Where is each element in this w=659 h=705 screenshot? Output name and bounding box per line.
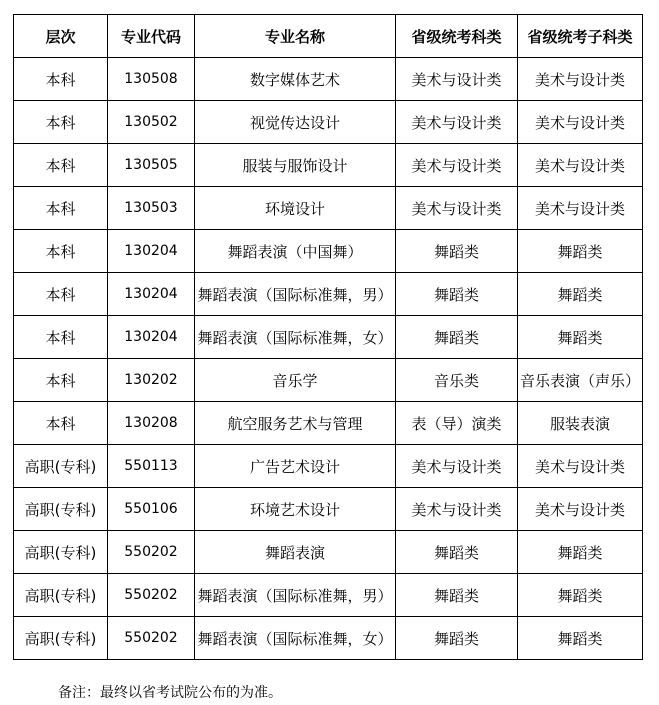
cell-provincial-subcategory: 美术与设计类: [518, 101, 643, 144]
cell-name: 环境设计: [195, 187, 396, 230]
cell-level: 高职(专科): [14, 445, 108, 488]
cell-provincial-category: 美术与设计类: [396, 58, 518, 101]
cell-code: 130204: [108, 316, 195, 359]
cell-provincial-category: 美术与设计类: [396, 488, 518, 531]
table-row: [14, 144, 643, 187]
cell-provincial-subcategory: 舞蹈类: [518, 316, 643, 359]
cell-name: 服装与服饰设计: [195, 144, 396, 187]
cell-code: 550106: [108, 488, 195, 531]
cell-provincial-category: 美术与设计类: [396, 187, 518, 230]
cell-name: 广告艺术设计: [195, 445, 396, 488]
cell-level: 本科: [14, 359, 108, 402]
cell-name: 舞蹈表演（国际标准舞，女）: [195, 316, 396, 359]
cell-provincial-category: 舞蹈类: [396, 273, 518, 316]
cell-provincial-subcategory: 服装表演: [518, 402, 643, 445]
cell-provincial-category: 表（导）演类: [396, 402, 518, 445]
cell-provincial-category: 美术与设计类: [396, 445, 518, 488]
table-header: [14, 15, 643, 58]
cell-level: 高职(专科): [14, 488, 108, 531]
header-provincial-category: 省级统考科类: [396, 15, 518, 58]
cell-provincial-subcategory: 舞蹈类: [518, 230, 643, 273]
cell-code: 550202: [108, 617, 195, 660]
cell-provincial-subcategory: 舞蹈类: [518, 531, 643, 574]
cell-level: 本科: [14, 101, 108, 144]
cell-code: 550113: [108, 445, 195, 488]
table-row: [14, 574, 643, 617]
cell-code: 130505: [108, 144, 195, 187]
header-level: 层次: [14, 15, 108, 58]
header-code: 专业代码: [108, 15, 195, 58]
cell-code: 550202: [108, 531, 195, 574]
table-row: [14, 316, 643, 359]
table-row: [14, 531, 643, 574]
cell-level: 本科: [14, 230, 108, 273]
cell-provincial-category: 舞蹈类: [396, 531, 518, 574]
cell-level: 高职(专科): [14, 574, 108, 617]
cell-name: 舞蹈表演（中国舞）: [195, 230, 396, 273]
table-body: [14, 58, 643, 660]
cell-name: 舞蹈表演: [195, 531, 396, 574]
cell-provincial-category: 舞蹈类: [396, 316, 518, 359]
cell-code: 130204: [108, 273, 195, 316]
cell-provincial-subcategory: 美术与设计类: [518, 445, 643, 488]
cell-code: 130204: [108, 230, 195, 273]
cell-provincial-subcategory: 舞蹈类: [518, 574, 643, 617]
cell-provincial-category: 舞蹈类: [396, 574, 518, 617]
cell-provincial-category: 美术与设计类: [396, 144, 518, 187]
header-provincial-subcategory: 省级统考子科类: [518, 15, 643, 58]
table-row: [14, 230, 643, 273]
footnote: 备注：最终以省考试院公布的为准。: [58, 685, 282, 701]
cell-provincial-subcategory: 舞蹈类: [518, 273, 643, 316]
table-row: [14, 58, 643, 101]
cell-name: 舞蹈表演（国际标准舞，女）: [195, 617, 396, 660]
cell-provincial-subcategory: 美术与设计类: [518, 144, 643, 187]
cell-code: 130202: [108, 359, 195, 402]
table-row: [14, 101, 643, 144]
header-row: [14, 15, 643, 58]
cell-provincial-category: 舞蹈类: [396, 617, 518, 660]
cell-name: 环境艺术设计: [195, 488, 396, 531]
cell-code: 550202: [108, 574, 195, 617]
cell-name: 视觉传达设计: [195, 101, 396, 144]
cell-provincial-subcategory: 美术与设计类: [518, 187, 643, 230]
cell-provincial-subcategory: 美术与设计类: [518, 488, 643, 531]
table-row: [14, 488, 643, 531]
cell-code: 130208: [108, 402, 195, 445]
major-table: [13, 14, 643, 660]
cell-level: 高职(专科): [14, 617, 108, 660]
cell-level: 本科: [14, 187, 108, 230]
cell-provincial-category: 音乐类: [396, 359, 518, 402]
cell-code: 130503: [108, 187, 195, 230]
cell-name: 数字媒体艺术: [195, 58, 396, 101]
cell-level: 本科: [14, 316, 108, 359]
cell-provincial-category: 舞蹈类: [396, 230, 518, 273]
cell-level: 本科: [14, 144, 108, 187]
table-row: [14, 187, 643, 230]
cell-code: 130502: [108, 101, 195, 144]
table-row: [14, 445, 643, 488]
cell-name: 舞蹈表演（国际标准舞，男）: [195, 273, 396, 316]
table-row: [14, 273, 643, 316]
cell-level: 本科: [14, 402, 108, 445]
cell-provincial-subcategory: 舞蹈类: [518, 617, 643, 660]
cell-provincial-category: 美术与设计类: [396, 101, 518, 144]
cell-provincial-subcategory: 美术与设计类: [518, 58, 643, 101]
cell-level: 本科: [14, 273, 108, 316]
table-row: [14, 402, 643, 445]
cell-level: 高职(专科): [14, 531, 108, 574]
cell-provincial-subcategory: 音乐表演（声乐）: [518, 359, 643, 402]
cell-name: 音乐学: [195, 359, 396, 402]
cell-name: 航空服务艺术与管理: [195, 402, 396, 445]
cell-code: 130508: [108, 58, 195, 101]
cell-level: 本科: [14, 58, 108, 101]
cell-name: 舞蹈表演（国际标准舞，男）: [195, 574, 396, 617]
table-row: [14, 359, 643, 402]
table-row: [14, 617, 643, 660]
header-name: 专业名称: [195, 15, 396, 58]
